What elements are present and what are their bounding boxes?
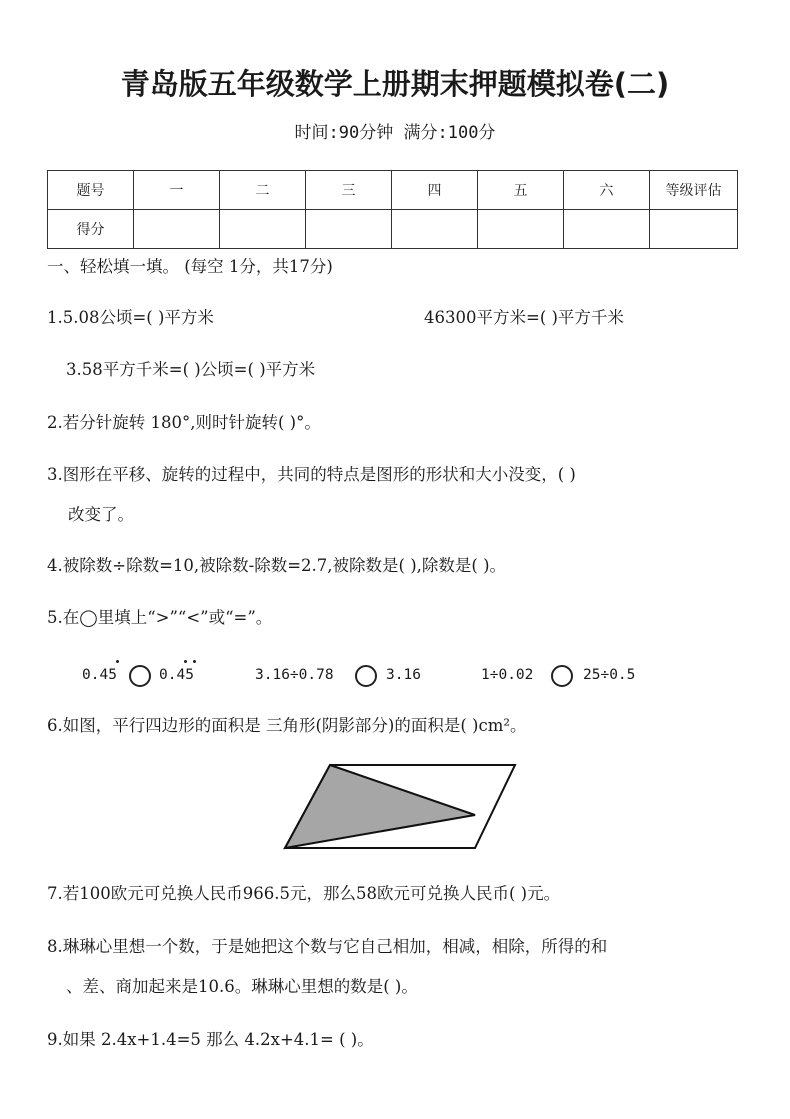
repeating-dot-mark (116, 660, 119, 663)
compare-circle-c[interactable] (551, 665, 573, 687)
score-cell[interactable] (478, 210, 564, 249)
exam-info: 时间:90分钟 满分:100分 (294, 123, 496, 143)
question-7: 7.若100欧元可兑换人民币966.5元，那么58欧元可兑换人民币( )元。 (47, 884, 561, 903)
score-cell[interactable] (134, 210, 220, 249)
question-3: 3.图形在平移、旋转的过程中，共同的特点是图形的形状和大小没变，( ) (47, 465, 576, 484)
score-table-header-cell: 六 (564, 171, 650, 210)
compare-b-left: 3.16÷0.78 (255, 667, 334, 683)
question-5: 5.在◯里填上“>”“<”或“=”。 (47, 608, 273, 627)
score-cell[interactable] (564, 210, 650, 249)
question-1c: 3.58平方千米=( )公顷=( )平方米 (66, 360, 316, 379)
compare-c-right: 25÷0.5 (583, 667, 636, 683)
score-cell[interactable] (220, 210, 306, 249)
repeating-dot-mark (184, 660, 187, 663)
score-table-header-cell: 三 (306, 171, 392, 210)
page-title: 青岛版五年级数学上册期末押题模拟卷(二) (120, 67, 670, 101)
compare-a-left: 0.45 (82, 667, 117, 683)
question-1b: 46300平方米=( )平方千米 (424, 308, 624, 327)
score-table-header-cell: 题号 (48, 171, 134, 210)
repeating-dot-mark (193, 660, 196, 663)
score-table-header-cell: 一 (134, 171, 220, 210)
compare-a-right: 0.45 (159, 667, 194, 683)
compare-c-left: 1÷0.02 (481, 667, 534, 683)
score-cell[interactable] (392, 210, 478, 249)
parallelogram-figure (270, 755, 520, 855)
question-8: 8.琳琳心里想一个数，于是她把这个数与它自己相加，相减，相除，所得的和 (47, 937, 608, 956)
score-table-header-cell: 二 (220, 171, 306, 210)
compare-circle-b[interactable] (355, 665, 377, 687)
score-table-header-cell: 五 (478, 171, 564, 210)
compare-circle-a[interactable] (129, 665, 151, 687)
score-table (47, 170, 738, 249)
question-9: 9.如果 2.4x+1.4=5 那么 4.2x+4.1= ( )。 (47, 1030, 374, 1049)
question-3-continued: 改变了。 (68, 505, 134, 524)
score-table-header-cell: 四 (392, 171, 478, 210)
question-8-continued: 、差、商加起来是10.6。琳琳心里想的数是( )。 (66, 977, 418, 996)
score-table-header-row (48, 171, 738, 210)
section-heading: 一、轻松填一填。 (每空 1分，共17分) (47, 257, 333, 276)
question-1a: 1.5.08公顷=( )平方米 (47, 308, 214, 327)
score-table-header-cell: 等级评估 (650, 171, 738, 210)
score-cell[interactable] (650, 210, 738, 249)
question-2: 2.若分针旋转 180°,则时针旋转( )°。 (47, 413, 321, 432)
question-6: 6.如图，平行四边形的面积是 三角形(阴影部分)的面积是( )cm²。 (47, 716, 527, 735)
question-4: 4.被除数÷除数=10,被除数-除数=2.7,被除数是( ),除数是( )。 (47, 556, 507, 575)
score-row-label: 得分 (48, 210, 134, 249)
shaded-triangle (285, 765, 475, 848)
score-cell[interactable] (306, 210, 392, 249)
score-table-score-row (48, 210, 738, 249)
compare-b-right: 3.16 (386, 667, 421, 683)
